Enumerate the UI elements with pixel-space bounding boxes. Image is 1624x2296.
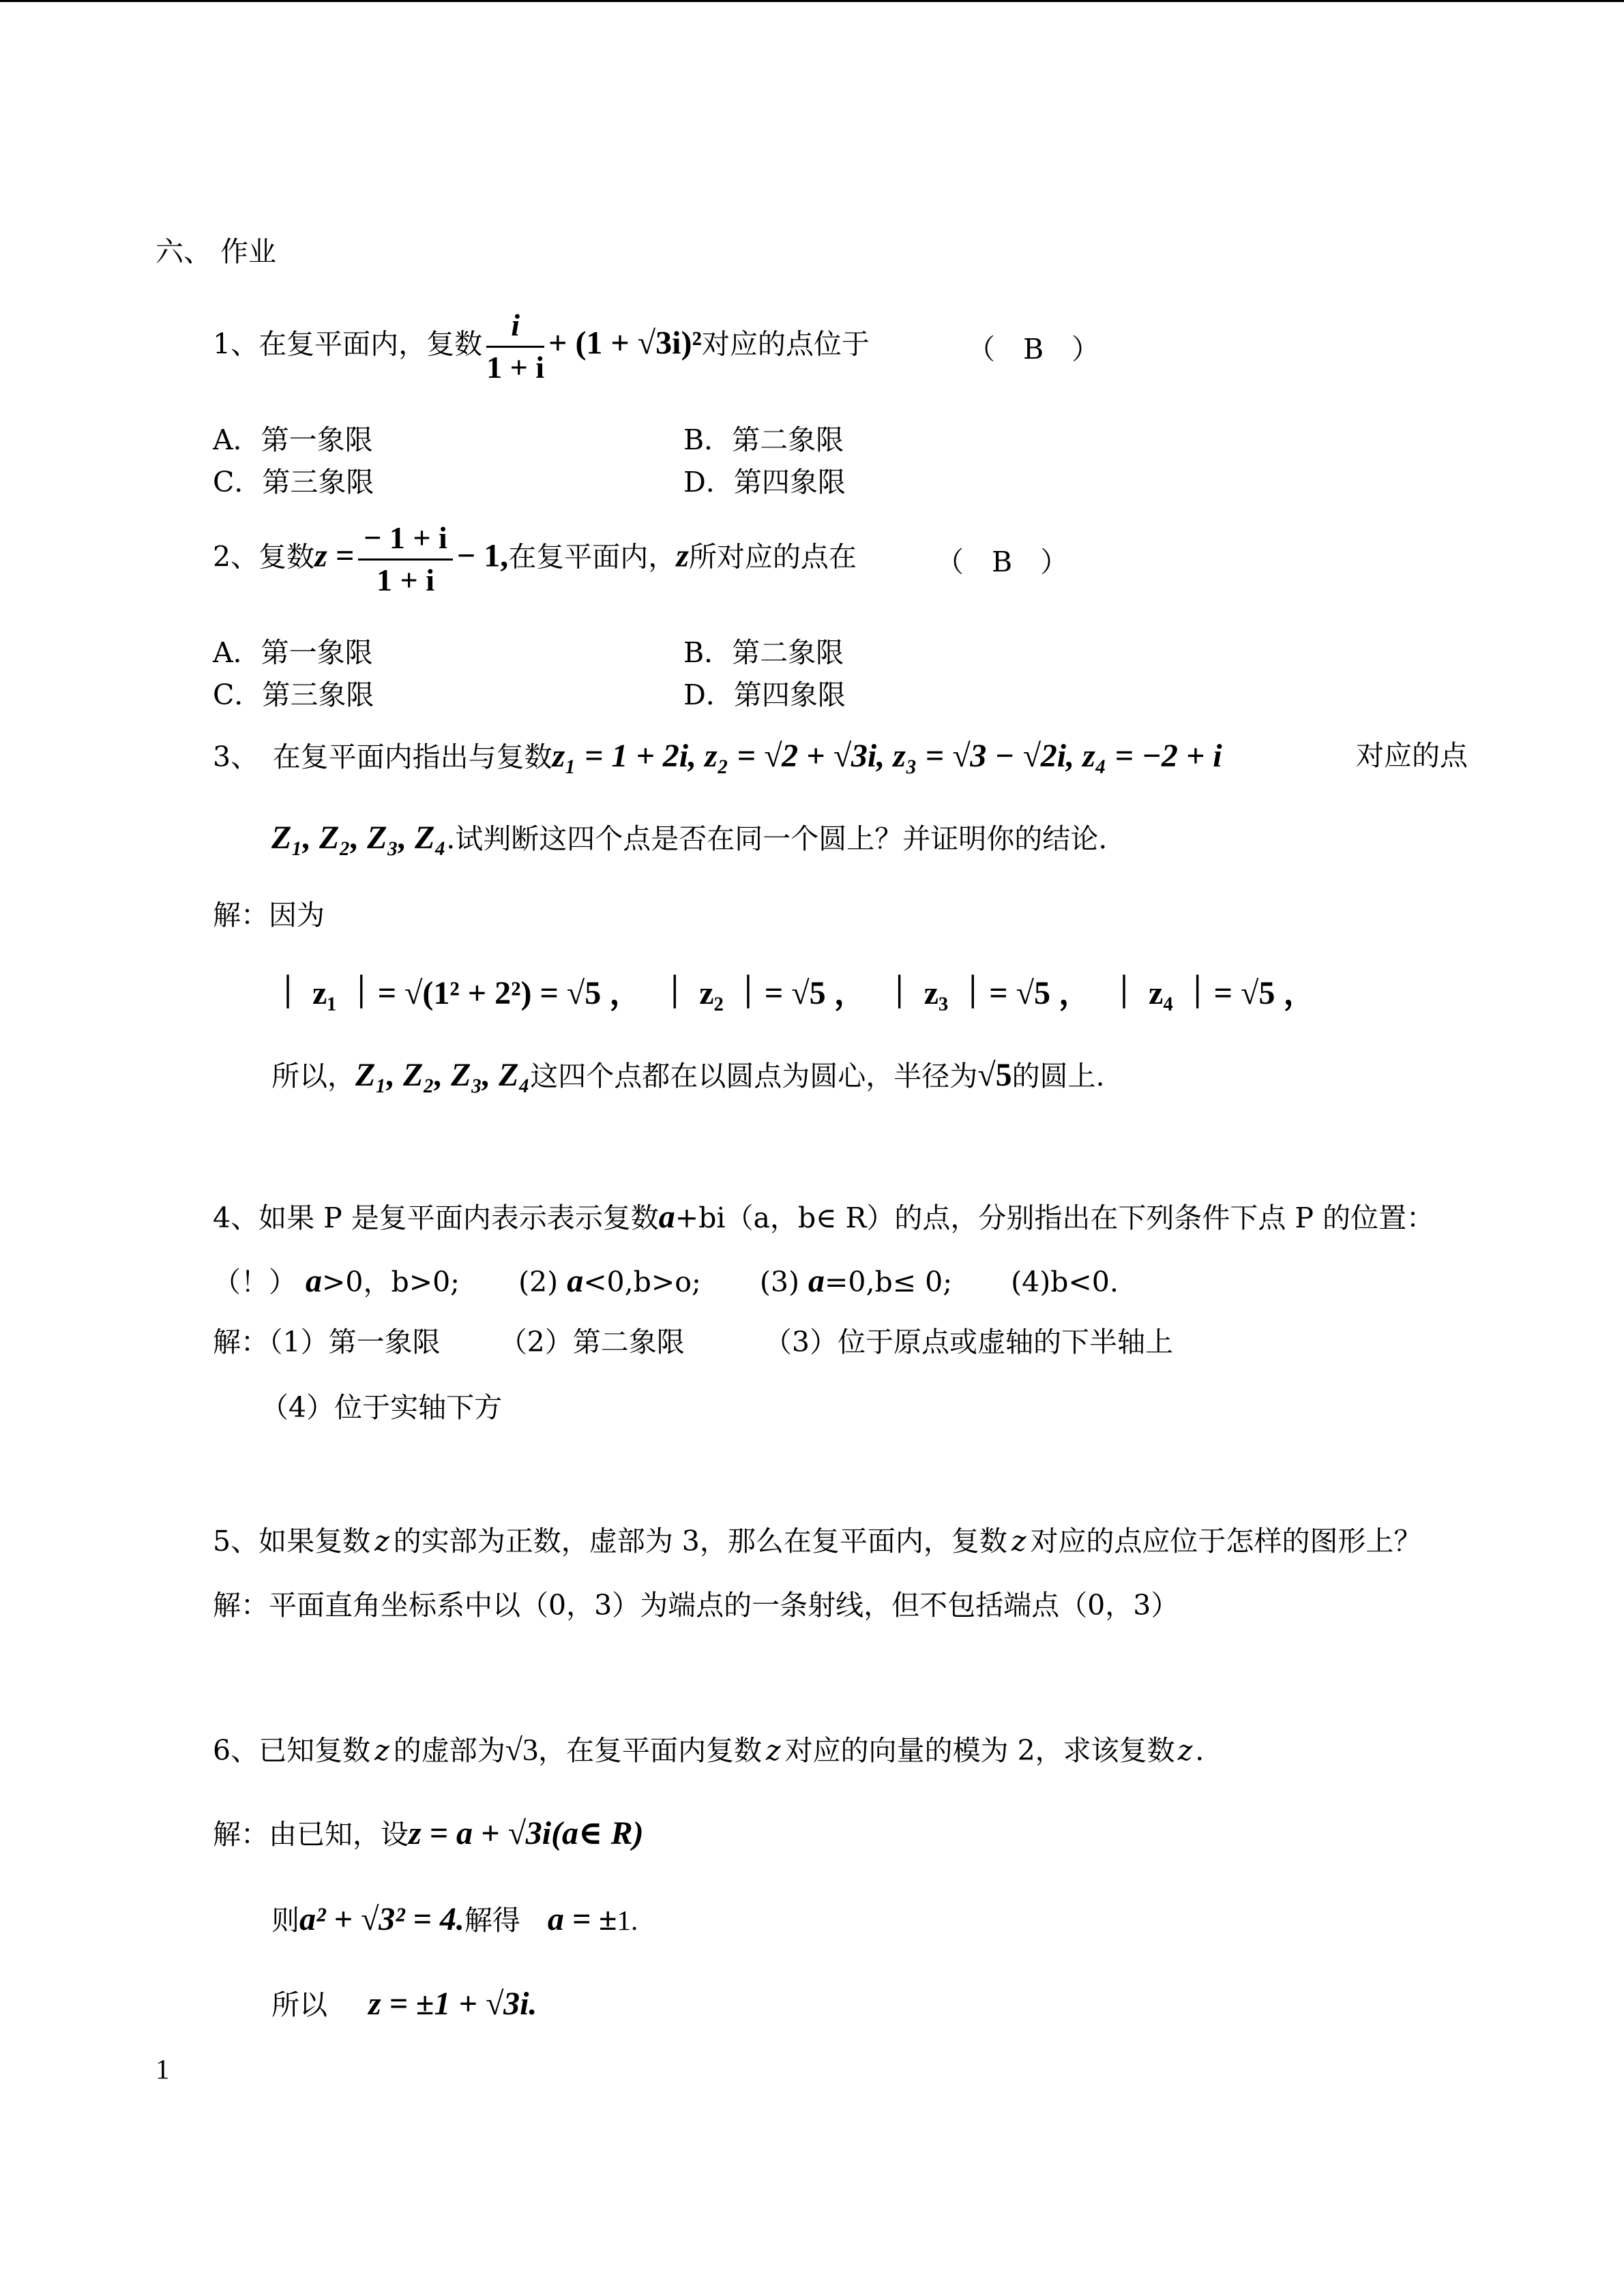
q4-a: a [658,1199,675,1235]
q6-text-a: 6、已知复数 [213,1734,371,1767]
q3-conclusion-text: 这四个点都在以圆点为圆心，半径为 [530,1060,978,1092]
q4-cond-2-label: (2) [518,1266,559,1298]
q1-option-d: D．第四象限 [683,466,846,498]
question-3 [213,736,1222,776]
question-4 [213,1197,1434,1237]
q2-z: z [676,537,689,574]
question-1 [213,308,870,385]
q6-then-result: a = ± [547,1901,617,1937]
q3-points: Z₁, Z₂, Z₃, Z₄ [271,820,447,856]
q5-text-c: 对应的点应位于怎样的图形上？ [1030,1525,1422,1557]
q4-text-a: 4、如果 P 是复平面内表示表示复数 [213,1202,659,1234]
q6-z-2: z [765,1734,781,1767]
q3-solution-conclusion [271,1056,1105,1095]
q4-solution-1 [213,1326,1173,1359]
q4-conditions [213,1262,1119,1301]
q2-option-d: D．第四象限 [683,679,846,711]
q3-line-2 [271,818,1107,858]
q6-solution-3 [271,1984,537,2024]
q1-option-b: B．第二象限 [683,423,844,456]
q3-conclusion-prefix: 所以， [271,1060,355,1092]
q4-cond-4: (4)b<0. [1011,1266,1119,1298]
q4-cond-2-text: <0,b>o; [583,1266,701,1298]
q4-solution-2: （4）位于实轴下方 [261,1391,503,1424]
q5-z-2: z [1011,1525,1027,1557]
q4-cond-3-label: (3) [759,1266,799,1298]
q5-z-1: z [374,1525,389,1557]
question-2 [213,521,857,597]
q4-sol-2: （2）第二象限 [499,1326,685,1358]
q6-text-d: 对应的向量的模为 2，求该复数 [784,1734,1175,1767]
q1-fraction [486,308,544,385]
q4-cond-3-text: =0,b≤ 0; [825,1266,953,1298]
q6-sol-expr: z = a + √3i(a∈ R) [409,1815,644,1851]
q3-question: .试判断这四个点是否在同一个圆上？并证明你的结论. [446,822,1108,855]
q1-option-c: C．第三象限 [213,466,374,498]
q3-conclusion-points: Z₁, Z₂, Z₃, Z₄ [355,1057,531,1093]
q6-so-label: 所以 [271,1988,327,2021]
q2-option-b: B．第二象限 [683,636,844,669]
page-number: 1 [156,2053,170,2085]
q4-cond-3-a: a [808,1263,825,1299]
q6-root: √3 [505,1732,538,1767]
q1-option-a: A．第一象限 [213,423,373,456]
q5-text-a: 5、如果复数 [213,1525,371,1557]
q2-frac-den: 1 + i [376,562,434,597]
q4-cond-1-label: （！） [213,1266,297,1298]
q2-fraction [358,521,453,597]
q3-conclusion-radius: √5 [977,1057,1012,1093]
q2-answer: （ B ） [936,546,1069,578]
q4-cond-1-text: >0，b>0; [322,1266,460,1298]
q2-mid: 在复平面内， [508,540,677,573]
q2-z-eq: z = [314,537,355,574]
q6-z-1: z [374,1734,389,1767]
q6-z-3: z [1177,1734,1193,1767]
q6-so-expr: z = ±1 + √3i. [368,1986,537,2022]
q2-frac-num: − 1 + i [358,521,453,561]
q2-prefix: 2、复数 [213,540,315,573]
q3-conclusion-end: 的圆上. [1012,1060,1105,1092]
q3-solution-label: 解：因为 [213,899,325,931]
q1-suffix: 对应的点位于 [701,327,870,361]
q4-cond-2-a: a [567,1263,584,1299]
q4-text-b: +bi（a，b∈ R）的点，分别指出在下列条件下点 P 的位置： [675,1202,1435,1234]
q1-answer: （ B ） [967,333,1100,366]
q6-text-b: 的虚部为 [393,1734,505,1767]
q3-moduli-expr: ｜ z₁ ｜= √(1² + 2²) = √5 ， ｜ z₂ ｜= √5 ， ｜ z₃ ｜= √5 ， ｜ z₄ ｜= √5 ， [271,975,1316,1011]
q6-then-text: 解得 [464,1904,520,1937]
q6-solution-1 [213,1814,644,1853]
q6-then-result-2: 1. [617,1905,638,1936]
q3-expression: z₁ = 1 + 2i, z₂ = √2 + √3i, z₃ = √3 − √2i, z₄ = −2 + i [552,738,1222,774]
q3-prefix: 3、 在复平面内指出与复数 [213,741,552,773]
q5-solution: 解：平面直角坐标系中以（0，3）为端点的一条射线，但不包括端点（0，3） [213,1589,1179,1622]
section-title: 六、 作业 [156,235,277,268]
q2-option-a: A．第一象限 [213,636,373,669]
q6-text-c: ，在复平面内复数 [537,1734,762,1767]
q1-expression: + (1 + √3i)² [548,325,702,361]
q6-solution-2 [271,1900,638,1939]
top-border [0,0,1624,2]
question-5 [213,1525,1421,1558]
q4-cond-1-a: a [306,1263,323,1299]
q3-suffix: 对应的点 [1356,739,1468,772]
q1-prefix: 1、在复平面内，复数 [213,327,483,361]
question-6 [213,1731,1204,1768]
q6-text-e: . [1195,1734,1205,1767]
q6-then-label: 则 [271,1904,299,1937]
q5-text-b: 的实部为正数，虚部为 3，那么在复平面内，复数 [393,1525,1007,1557]
q6-then-expr: a² + √3² = 4. [299,1901,464,1937]
q2-suffix: 所对应的点在 [688,540,857,573]
q4-sol-3: （3）位于原点或虚轴的下半轴上 [763,1326,1173,1358]
q2-expression: − 1, [456,537,509,574]
q6-sol-label: 解：由已知，设 [213,1818,409,1851]
q1-frac-num: i [486,308,544,348]
q2-option-c: C．第三象限 [213,679,374,711]
q1-frac-den: 1 + i [486,349,545,385]
q3-solution-moduli [271,974,1316,1013]
q4-sol-1: 解：（1）第一象限 [213,1326,441,1358]
